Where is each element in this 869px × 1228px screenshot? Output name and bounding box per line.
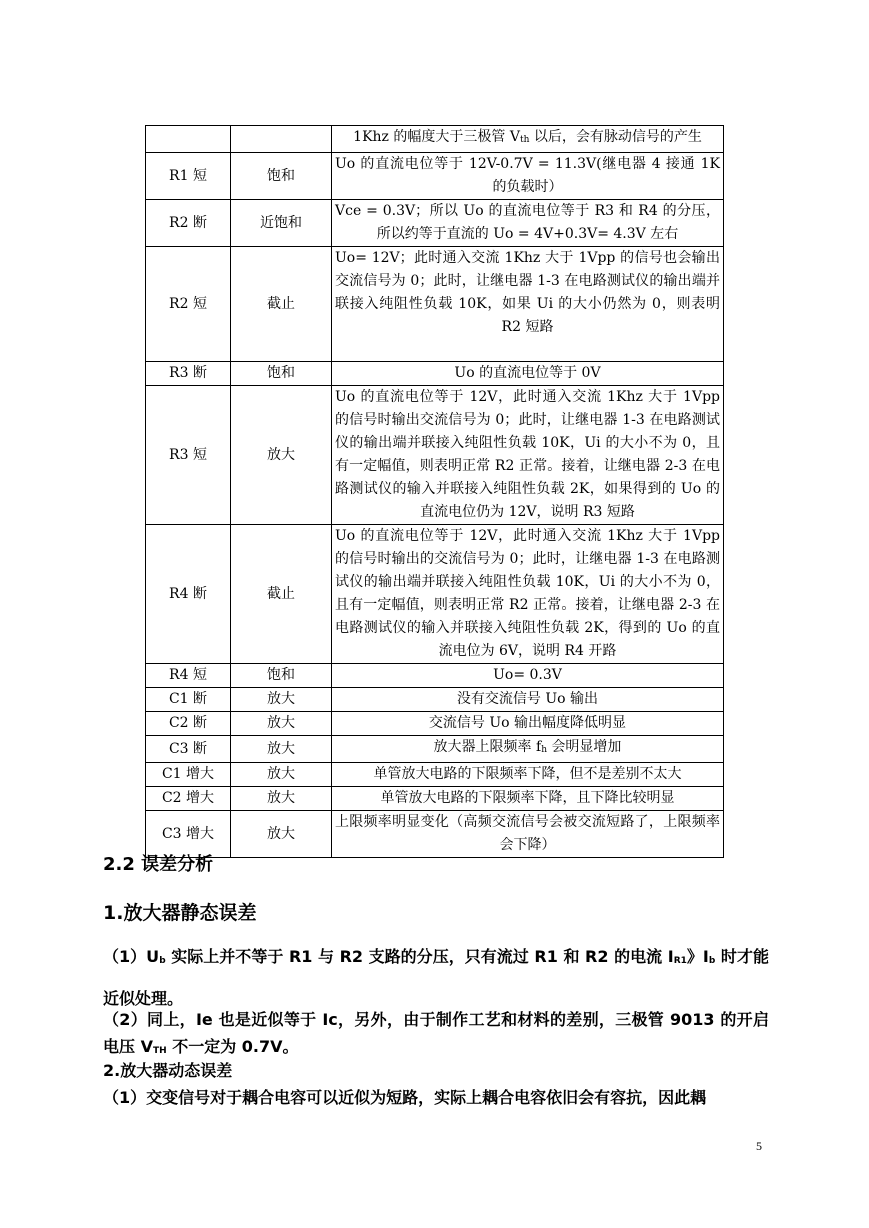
description-cell: Uo 的直流电位等于 12V-0.7V = 11.3V(继电器 4 接通 1K 的负载时） [332, 153, 724, 200]
state-cell: 放大 [231, 386, 332, 525]
state-cell: 饱和 [231, 153, 332, 200]
table-row [146, 153, 724, 200]
paragraph-text: 实际上并不等于 R1 与 R2 支路的分压，只有流过 R1 和 R2 的电流 I [165, 947, 674, 966]
fault-cell: R2 断 [146, 200, 231, 247]
fault-cell: R2 短 [146, 247, 231, 362]
section-heading: 2.2 误差分析 [103, 854, 214, 875]
fault-cell: C2 增大 [146, 787, 231, 811]
state-cell: 放大 [231, 736, 332, 763]
description-cell: 单管放大电路的下限频率下降，且下降比较明显 [332, 787, 724, 811]
fault-cell: R4 断 [146, 525, 231, 664]
subscript: TH [152, 1046, 167, 1056]
fault-cell: C1 断 [146, 688, 231, 712]
fault-cell [146, 126, 231, 153]
fault-cell: C3 增大 [146, 811, 231, 858]
table-row [146, 811, 724, 858]
table-row [146, 664, 724, 688]
fault-cell: R4 短 [146, 664, 231, 688]
fault-cell: R3 断 [146, 362, 231, 386]
subsection-heading: 2.放大器动态误差 [103, 1061, 233, 1080]
description-cell [332, 736, 724, 763]
table-row [146, 362, 724, 386]
paragraph: （1）交变信号对于耦合电容可以近似为短路，实际上耦合电容依旧会有容抗，因此耦 [103, 1088, 707, 1107]
paragraph-text: （2）同上，Ie 也是近似等于 Ic，另外，由于制作工艺和材料的差别，三极管 9013 的开启电压 V [103, 1010, 769, 1056]
page-number: 5 [756, 1139, 762, 1153]
state-cell: 放大 [231, 688, 332, 712]
description-text-tail: 会明显增加 [546, 739, 622, 755]
description-cell: Uo= 0.3V [332, 664, 724, 688]
description-cell: 单管放大电路的下限频率下降，但不是差别不太大 [332, 763, 724, 787]
state-cell: 饱和 [231, 664, 332, 688]
subscript: b [159, 956, 166, 966]
paragraph-text: 时才能近似处理。 [103, 947, 769, 1008]
table-row [146, 386, 724, 525]
state-cell: 近饱和 [231, 200, 332, 247]
state-cell: 截止 [231, 525, 332, 664]
subscript: b [708, 956, 716, 966]
description-text-tail: 以后，会有脉动信号的产生 [529, 129, 702, 145]
description-cell: Uo 的直流电位等于 12V，此时通入交流 1Khz 大于 1Vpp 的信号时输出的交流信号为 0；此时，让继电器 1-3 在电路测试仪的输出端并联接入纯阻性负载 10K，Ui 的大小不为 0，且有一定幅值，则表明正常 R2 正常。接着，让继电器 2-3 在电路测试仪的输入并联接入纯阻性负载 2K，得到的 Uo 的直流电位为 6V，说明 R4 开路 [332, 525, 724, 664]
description-cell: Uo 的直流电位等于 0V [332, 362, 724, 386]
table-row [146, 712, 724, 736]
table-row [146, 200, 724, 247]
fault-cell: R1 短 [146, 153, 231, 200]
description-cell [332, 126, 724, 153]
table-row [146, 525, 724, 664]
state-cell: 放大 [231, 763, 332, 787]
paragraph-text: 》I [686, 947, 709, 966]
table-row [146, 688, 724, 712]
state-cell: 截止 [231, 247, 332, 362]
description-cell: Vce = 0.3V；所以 Uo 的直流电位等于 R3 和 R4 的分压，所以约等于直流的 Uo = 4V+0.3V= 4.3V 左右 [332, 200, 724, 247]
fault-cell: C3 断 [146, 736, 231, 763]
description-cell: Uo 的直流电位等于 12V，此时通入交流 1Khz 大于 1Vpp 的信号时输出交流信号为 0；此时，让继电器 1-3 在电路测试仪的输出端并联接入纯阻性负载 10K，Ui 的大小不为 0，且有一定幅值，则表明正常 R2 正常。接着，让继电器 2-3 在电路测试仪的输入并联接入纯阻性负载 2K，如果得到的 Uo 的直流电位仍为 12V，说明 R3 短路 [332, 386, 724, 525]
subscript: R1 [673, 956, 687, 966]
table-row [146, 763, 724, 787]
description-cell: 上限频率明显变化（高频交流信号会被交流短路了，上限频率会下降） [332, 811, 724, 858]
fault-cell: C1 增大 [146, 763, 231, 787]
description-text: 1Khz 的幅度大于三极管 V [353, 129, 520, 145]
paragraph-text: （1）U [103, 947, 160, 966]
description-cell: Uo= 12V；此时通入交流 1Khz 大于 1Vpp 的信号也会输出交流信号为 0；此时，让继电器 1-3 在电路测试仪的输出端并联接入纯阻性负载 10K，如果 Ui 的大小仍然为 0，则表明 R2 短路 [332, 247, 724, 362]
fault-analysis-table [145, 125, 724, 858]
fault-cell: C2 断 [146, 712, 231, 736]
description-cell: 没有交流信号 Uo 输出 [332, 688, 724, 712]
table-row [146, 247, 724, 362]
description-text: 放大器上限频率 f [433, 739, 542, 755]
state-cell [231, 126, 332, 153]
description-cell: 交流信号 Uo 输出幅度降低明显 [332, 712, 724, 736]
state-cell: 放大 [231, 787, 332, 811]
subscript: h [541, 745, 547, 755]
subsection-heading: 1.放大器静态误差 [103, 902, 257, 924]
subscript: th [519, 135, 530, 145]
state-cell: 饱和 [231, 362, 332, 386]
fault-cell: R3 短 [146, 386, 231, 525]
paragraph [103, 1006, 769, 1065]
table-row [146, 736, 724, 763]
table-row [146, 787, 724, 811]
state-cell: 放大 [231, 712, 332, 736]
state-cell: 放大 [231, 811, 332, 858]
paragraph-text: 不一定为 0.7V。 [166, 1037, 299, 1056]
table-row [146, 126, 724, 153]
